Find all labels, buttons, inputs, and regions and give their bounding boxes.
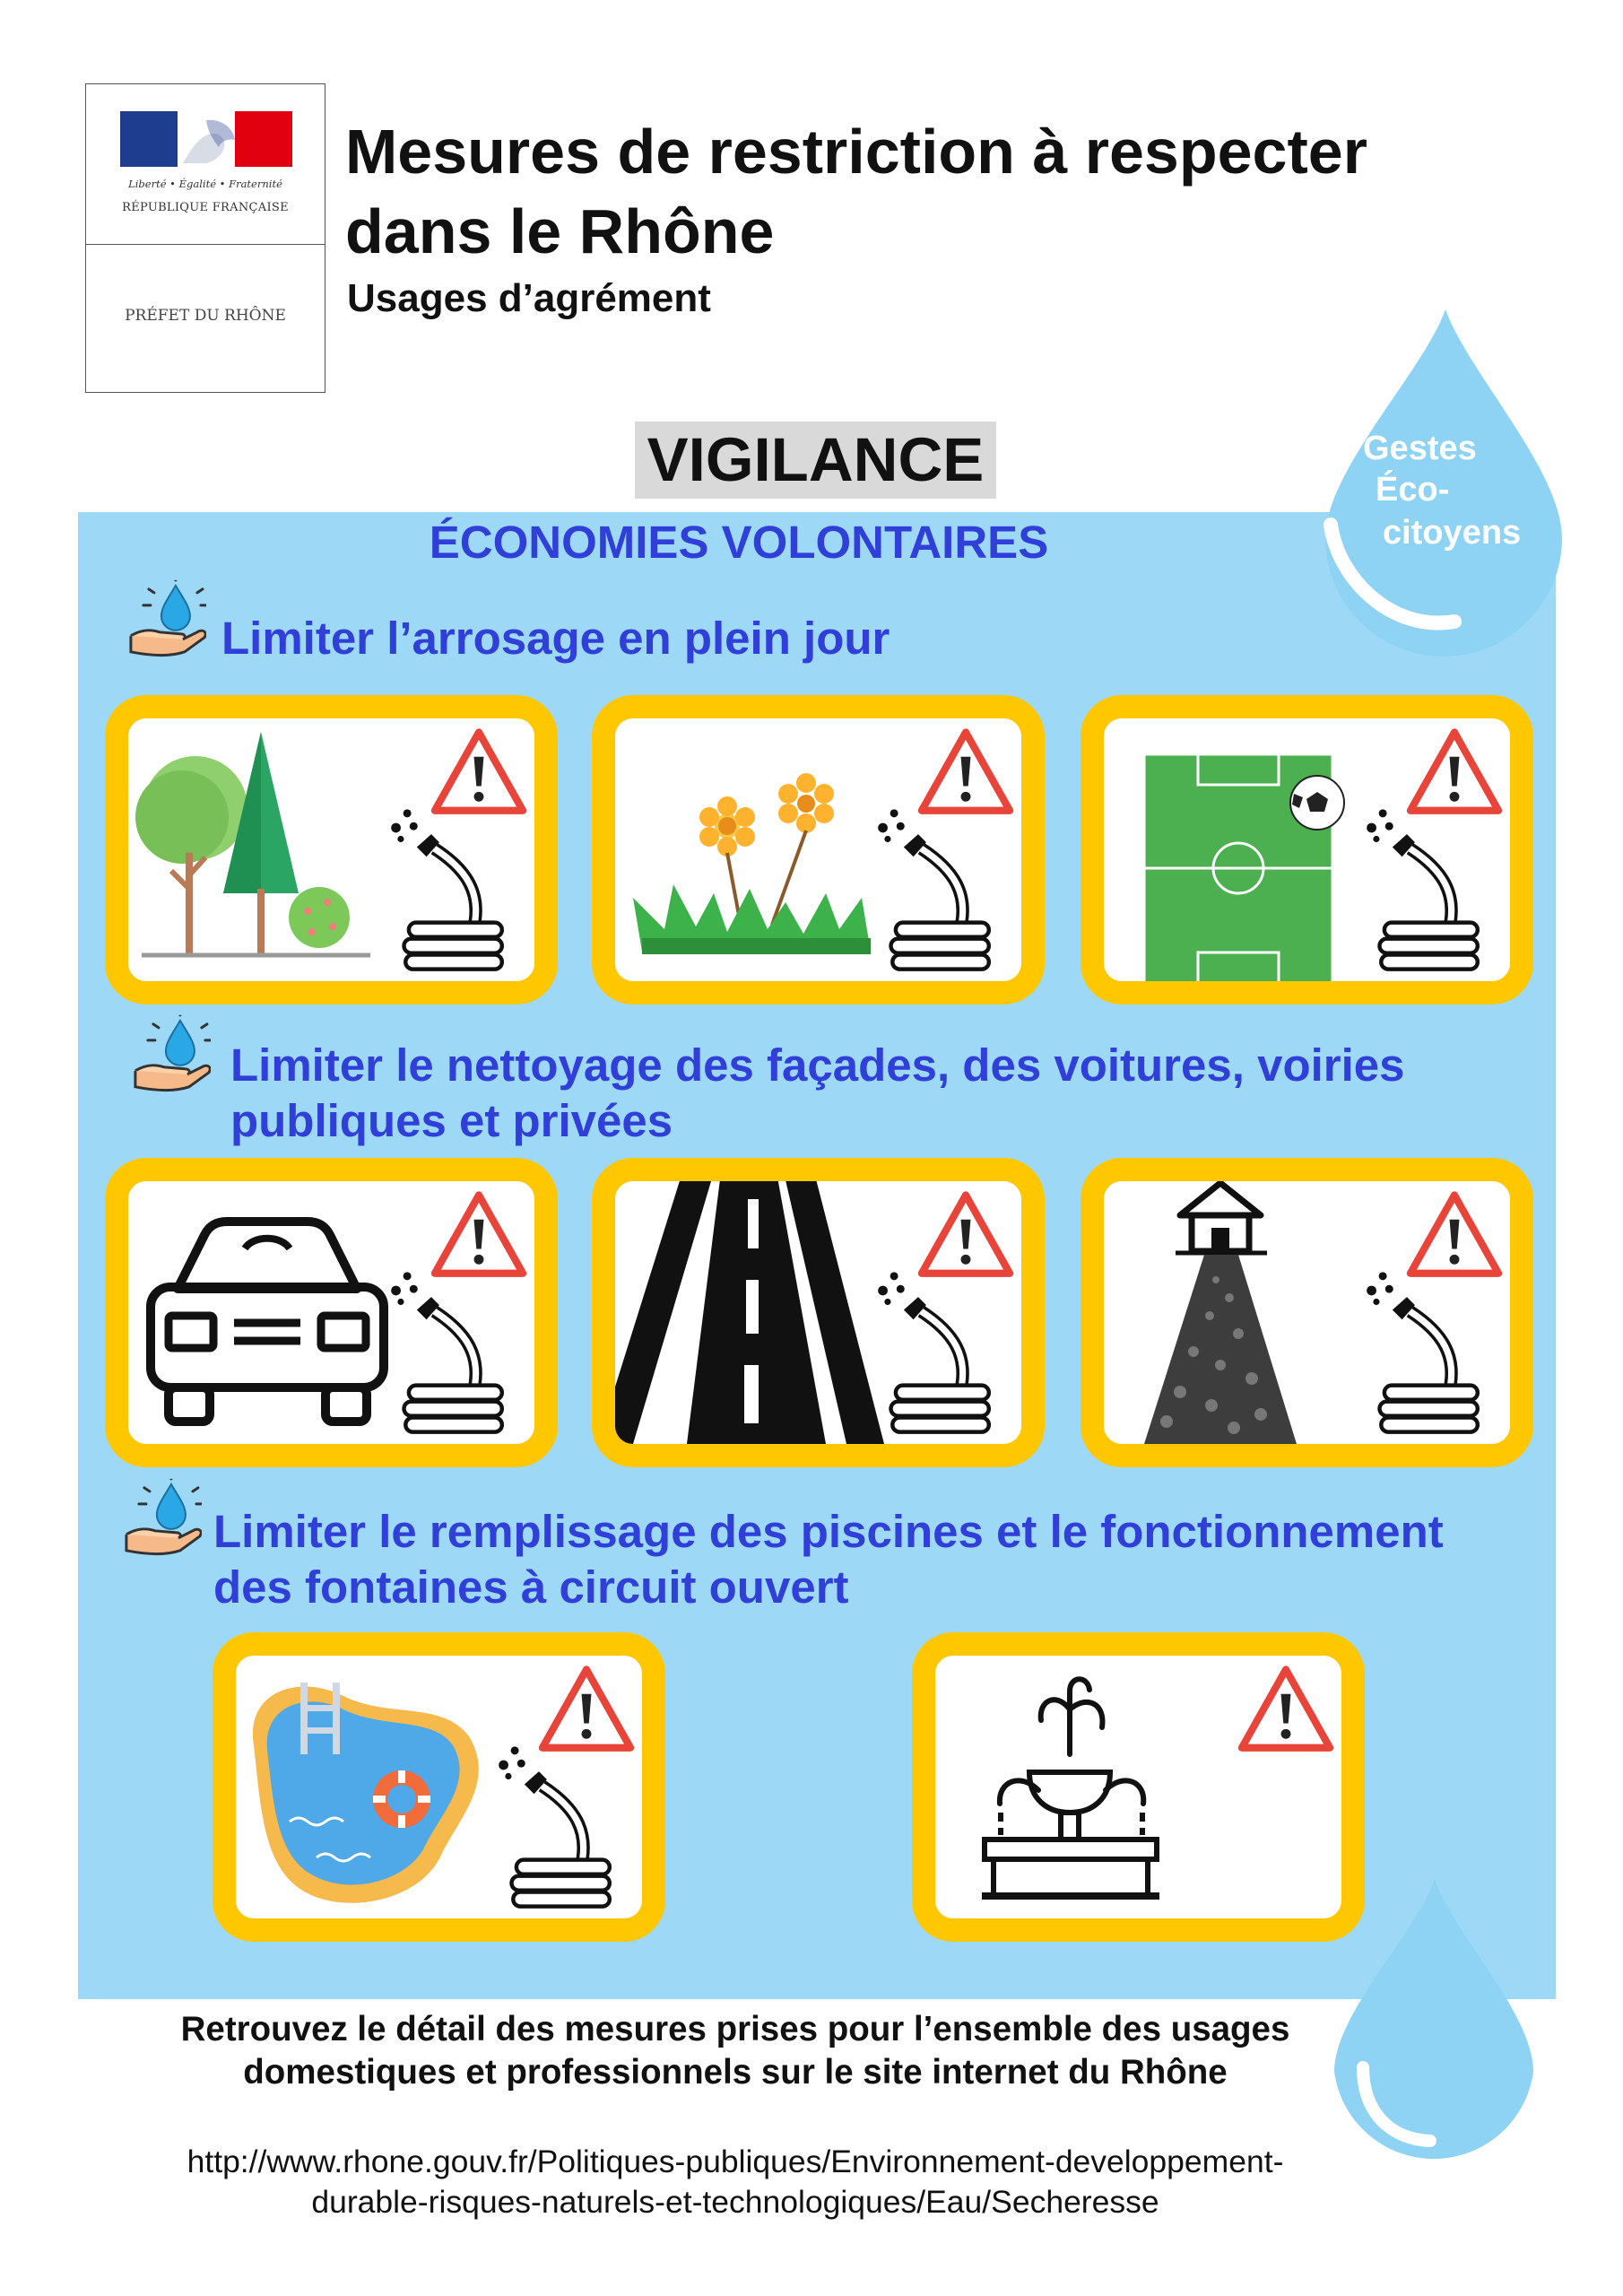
section-3-title	[213, 1504, 1444, 1615]
section-2-line-2: publiques et privées	[230, 1095, 673, 1146]
badge-line-2: Éco-	[1376, 471, 1450, 509]
page-subtitle: Usages d’agrément	[347, 276, 711, 320]
footer-url-line-1[interactable]: http://www.rhone.gouv.fr/Politiques-publiques/Environnement-developpement-	[187, 2144, 1284, 2179]
card-swimming-pool	[213, 1632, 665, 1942]
football-field-icon	[1104, 718, 1510, 981]
prefet-label: PRÉFET DU RHÔNE	[125, 307, 286, 325]
card-house-driveway	[1081, 1158, 1533, 1467]
vigilance-level: VIGILANCE	[635, 422, 996, 499]
footer-url-line-2[interactable]: durable-risques-naturels-et-technologiques/Eau/Secheresse	[311, 2184, 1159, 2220]
logo-divider	[86, 244, 325, 245]
eco-citizen-badge	[1311, 309, 1571, 659]
republic-name: RÉPUBLIQUE FRANÇAISE	[122, 201, 289, 214]
republic-motto: Liberté • Égalité • Fraternité	[128, 178, 282, 190]
trees-icon	[128, 718, 534, 981]
flowers-lawn-icon	[615, 718, 1021, 981]
title-line-2: dans le Rhône	[345, 196, 775, 266]
card-flowers	[592, 695, 1045, 1004]
footer-line-1: Retrouvez le détail des mesures prises pour l’ensemble des usages	[180, 2010, 1290, 2048]
car-icon	[128, 1181, 534, 1444]
page-title	[345, 112, 1556, 272]
road-icon	[615, 1181, 1021, 1444]
hand-water-drop-icon	[121, 1475, 202, 1556]
house-driveway-icon	[1104, 1181, 1510, 1444]
swimming-pool-icon	[236, 1656, 642, 1918]
level-detail-text: ÉCONOMIES VOLONTAIRES	[429, 517, 1049, 568]
title-line-1: Mesures de restriction à respecter	[345, 117, 1367, 187]
card-car	[105, 1158, 558, 1467]
hand-water-drop-icon	[130, 1012, 211, 1092]
prefecture-logo	[85, 83, 325, 393]
badge-line-3: citoyens	[1383, 514, 1522, 552]
marianne-flag-icon	[120, 111, 292, 167]
card-road	[592, 1158, 1045, 1467]
section-3-line-1: Limiter le remplissage des piscines et le fonctionnement	[213, 1506, 1444, 1557]
card-trees	[105, 695, 558, 1004]
section-2-line-1: Limiter le nettoyage des façades, des voitures, voiries	[230, 1039, 1405, 1091]
footer-line-2: domestiques et professionnels sur le site internet du Rhône	[243, 2053, 1228, 2092]
hand-water-drop-icon	[126, 577, 206, 657]
section-1-title: Limiter l’arrosage en plein jour	[221, 613, 890, 664]
card-football-field	[1081, 695, 1533, 1004]
section-3-line-2: des fontaines à circuit ouvert	[213, 1561, 849, 1613]
footer-notice	[108, 2008, 1363, 2094]
fountain-icon	[935, 1656, 1341, 1918]
card-fountain	[912, 1632, 1365, 1942]
badge-line-1: Gestes	[1363, 430, 1477, 467]
footer-url-link[interactable]	[108, 2142, 1363, 2222]
section-2-title	[230, 1038, 1405, 1149]
